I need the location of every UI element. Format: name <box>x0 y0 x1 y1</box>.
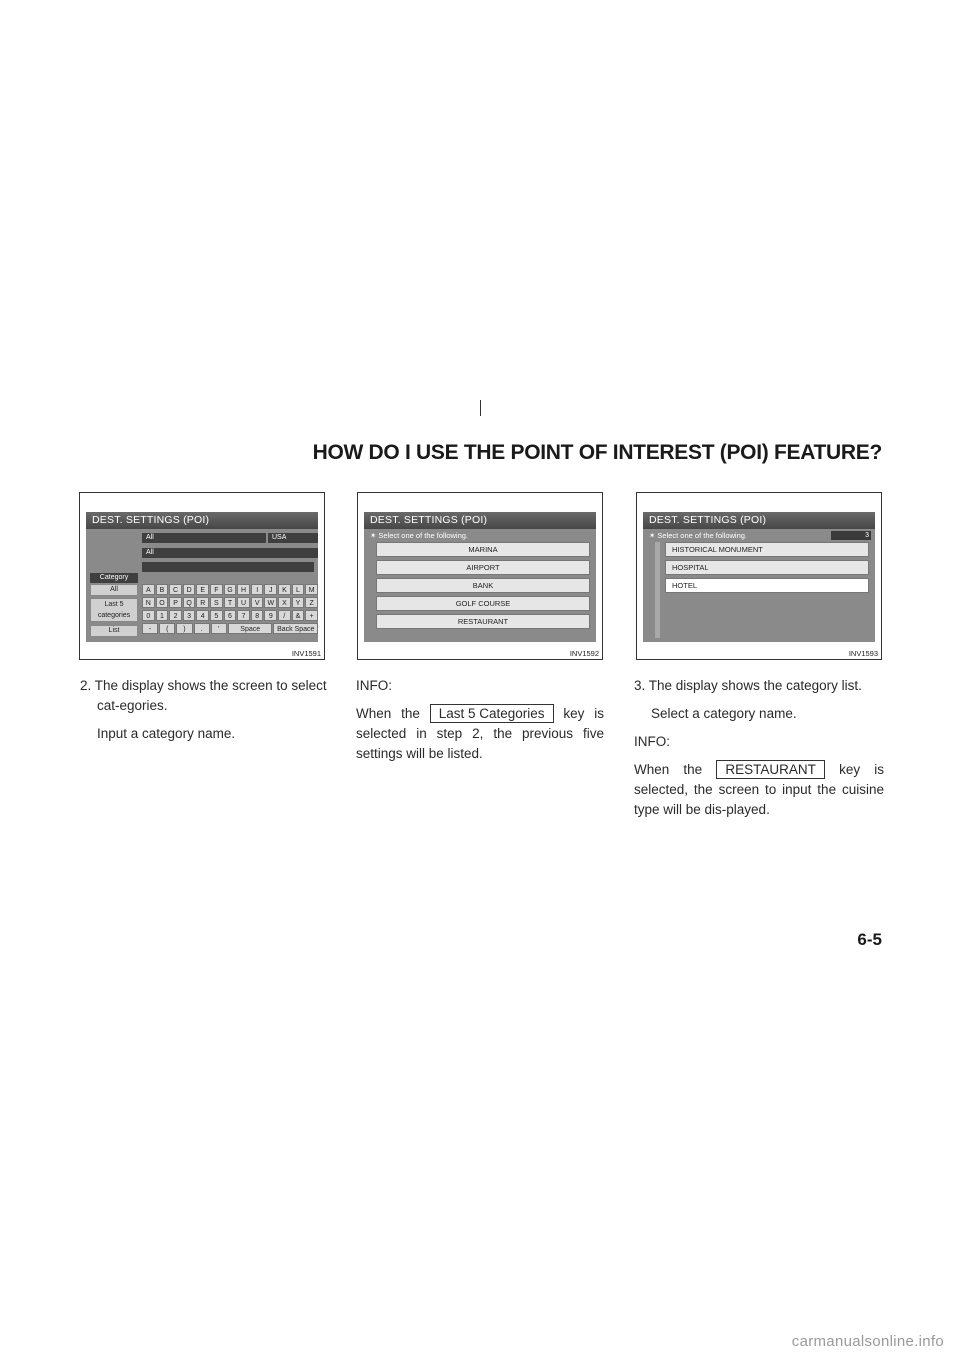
option-button[interactable]: MARINA <box>376 542 590 557</box>
key[interactable]: 4 <box>196 610 209 621</box>
key[interactable]: H <box>237 584 250 595</box>
column-3 <box>634 676 884 828</box>
column-1 <box>80 676 328 752</box>
key[interactable]: J <box>264 584 277 595</box>
key[interactable]: + <box>305 610 318 621</box>
key[interactable]: F <box>210 584 223 595</box>
key[interactable]: L <box>292 584 305 595</box>
key[interactable]: R <box>196 597 209 608</box>
key[interactable]: N <box>142 597 155 608</box>
key[interactable]: . <box>194 623 210 634</box>
screen-title: DEST. SETTINGS (POI) <box>86 512 318 529</box>
select-prompt: ✶ Select one of the following. <box>370 531 469 540</box>
figure-category-input <box>79 492 325 660</box>
option-button[interactable]: RESTAURANT <box>376 614 590 629</box>
step-3-text: 3. The display shows the category list. <box>634 678 862 693</box>
key[interactable]: ' <box>211 623 227 634</box>
info-paragraph <box>634 760 884 820</box>
key[interactable]: / <box>278 610 291 621</box>
nav-screen <box>643 512 875 642</box>
nav-screen <box>364 512 596 642</box>
key[interactable]: 0 <box>142 610 155 621</box>
page-heading: HOW DO I USE THE POINT OF INTEREST (POI) FEATURE? <box>312 441 882 464</box>
key[interactable]: Y <box>292 597 305 608</box>
backspace-key[interactable]: Back Space <box>273 623 318 634</box>
key[interactable]: K <box>278 584 291 595</box>
field-usa[interactable]: USA <box>268 533 318 543</box>
section-tick-mark <box>480 400 481 416</box>
key[interactable]: T <box>224 597 237 608</box>
last5-key-label: Last 5 Categories <box>430 704 554 723</box>
option-button[interactable]: BANK <box>376 578 590 593</box>
tab-category[interactable]: Category <box>90 573 138 583</box>
field-all[interactable]: All <box>142 533 266 543</box>
key[interactable]: 1 <box>156 610 169 621</box>
figure-code: INV1593 <box>848 649 878 658</box>
key[interactable]: S <box>210 597 223 608</box>
step-3-subtext: Select a category name. <box>651 706 797 721</box>
key[interactable]: U <box>237 597 250 608</box>
key[interactable]: G <box>224 584 237 595</box>
key[interactable]: ) <box>176 623 192 634</box>
figure-category-list <box>357 492 603 660</box>
figure-code: INV1592 <box>569 649 599 658</box>
key[interactable]: 9 <box>264 610 277 621</box>
key[interactable]: D <box>183 584 196 595</box>
key[interactable]: W <box>264 597 277 608</box>
option-button[interactable]: HISTORICAL MONUMENT <box>665 542 869 557</box>
key[interactable]: 8 <box>251 610 264 621</box>
btn-last5[interactable]: Last 5 categories <box>90 598 138 622</box>
keyboard-row-4 <box>142 623 318 634</box>
key[interactable]: P <box>169 597 182 608</box>
key[interactable]: 3 <box>183 610 196 621</box>
option-button[interactable]: HOSPITAL <box>665 560 869 575</box>
figure-subcategory-list <box>636 492 882 660</box>
key[interactable]: Z <box>305 597 318 608</box>
key[interactable]: I <box>251 584 264 595</box>
prompt-text: Select one of the following. <box>657 531 748 540</box>
prompt-text: Select one of the following. <box>378 531 469 540</box>
figure-code: INV1591 <box>291 649 321 658</box>
info-label: INFO: <box>356 678 392 693</box>
info-post: key is selected in step 2, the previous five settings will be listed. <box>356 706 604 761</box>
key[interactable]: - <box>142 623 158 634</box>
scrollbar[interactable] <box>655 542 660 638</box>
screen-title: DEST. SETTINGS (POI) <box>643 512 875 529</box>
space-key[interactable]: Space <box>228 623 273 634</box>
info-pre: When the <box>634 762 703 777</box>
key[interactable]: ( <box>159 623 175 634</box>
column-2 <box>356 676 604 772</box>
key[interactable]: 6 <box>224 610 237 621</box>
key[interactable]: O <box>156 597 169 608</box>
select-prompt: ✶ Select one of the following. <box>649 531 748 540</box>
option-button[interactable]: GOLF COURSE <box>376 596 590 611</box>
step-2-subtext: Input a category name. <box>97 726 236 741</box>
key[interactable]: A <box>142 584 155 595</box>
keyboard-row-3 <box>142 610 318 621</box>
key[interactable]: V <box>251 597 264 608</box>
btn-all[interactable]: All <box>90 584 138 596</box>
key[interactable]: Q <box>183 597 196 608</box>
info-label: INFO: <box>634 734 670 749</box>
btn-list[interactable]: List <box>90 625 138 637</box>
input-field[interactable] <box>142 562 314 572</box>
key[interactable]: C <box>169 584 182 595</box>
info-paragraph <box>356 704 604 764</box>
key[interactable]: 2 <box>169 610 182 621</box>
step-2-text: 2. The display shows the screen to select cat-egories. <box>80 678 327 713</box>
watermark: carmanualsonline.info <box>791 1333 944 1350</box>
restaurant-key-label: RESTAURANT <box>716 760 825 779</box>
key[interactable]: E <box>196 584 209 595</box>
screen-title: DEST. SETTINGS (POI) <box>364 512 596 529</box>
page-number: 6-5 <box>857 930 882 949</box>
keyboard-row-2 <box>142 597 318 608</box>
nav-screen <box>86 512 318 642</box>
key[interactable]: & <box>292 610 305 621</box>
key[interactable]: 7 <box>237 610 250 621</box>
key[interactable]: 5 <box>210 610 223 621</box>
keyboard-row-1 <box>142 584 318 595</box>
key[interactable]: M <box>305 584 318 595</box>
field-all-2[interactable]: All <box>142 548 318 558</box>
option-button-selected[interactable]: HOTEL <box>665 578 869 593</box>
info-pre: When the <box>356 706 420 721</box>
count-badge: 3 <box>831 531 871 540</box>
key[interactable]: B <box>156 584 169 595</box>
key[interactable]: X <box>278 597 291 608</box>
info-post: key is selected, the screen to input the cuisine type will be dis-played. <box>634 762 884 817</box>
option-button[interactable]: AIRPORT <box>376 560 590 575</box>
